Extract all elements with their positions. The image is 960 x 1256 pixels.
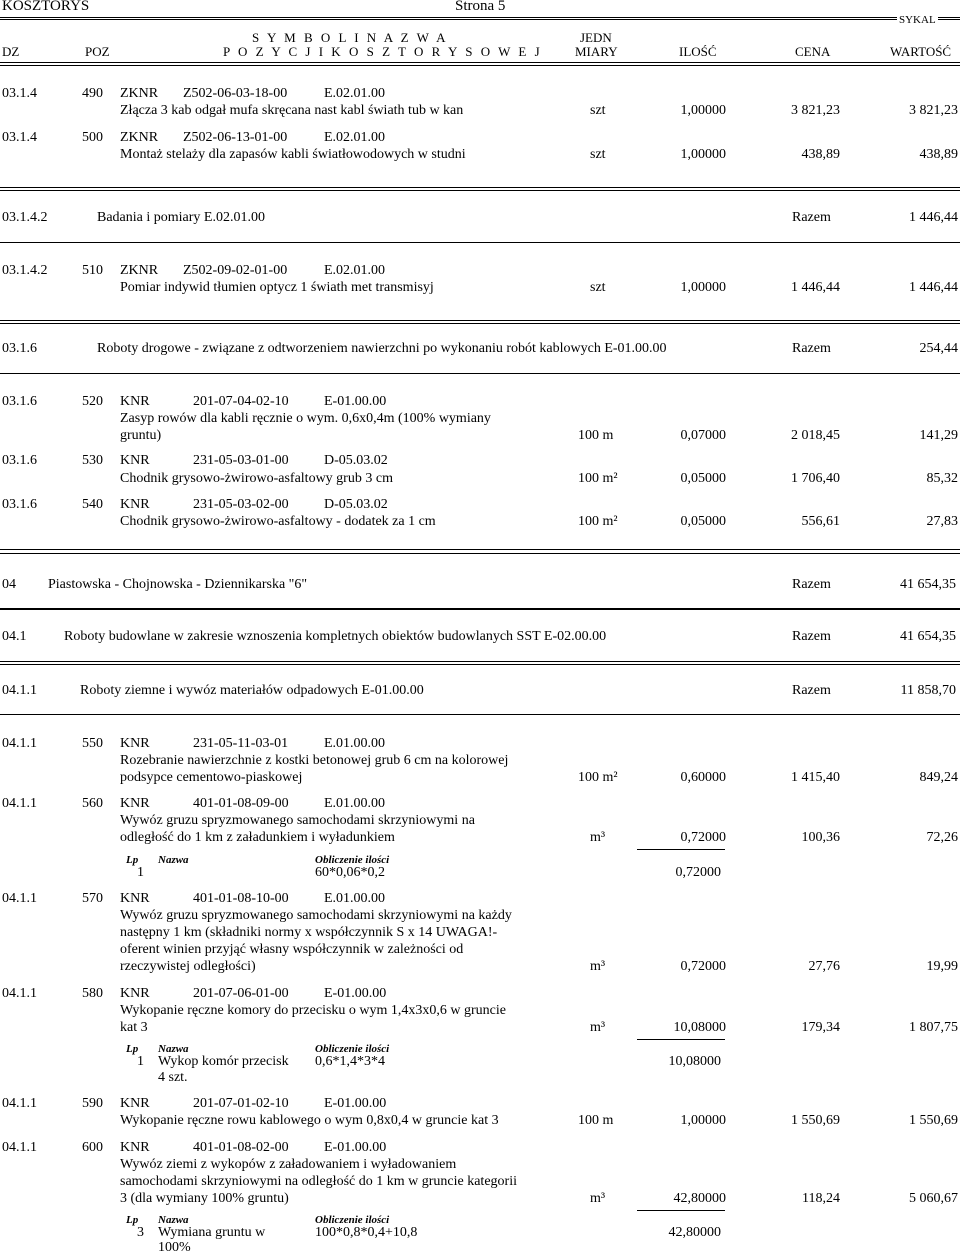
row-type: KNR (120, 394, 150, 409)
header-rule (0, 19, 960, 20)
row-ref: E-01.00.00 (324, 1096, 387, 1111)
row-poz: 550 (82, 736, 103, 751)
row-dz: 04.1.1 (2, 796, 37, 811)
section-dz: 04.1 (2, 629, 27, 644)
row-value: 72,26 (926, 830, 958, 845)
row-code: 201-07-01-02-10 (193, 1096, 289, 1111)
row-type: KNR (120, 891, 150, 906)
row-desc: następny 1 km (składniki normy x współczynnik S x 14 UWAGA!- (120, 925, 498, 940)
row-poz: 510 (82, 263, 103, 278)
section-title: Piastowska - Chojnowska - Dziennikarska "6" (48, 577, 308, 592)
row-ref: E.02.01.00 (324, 263, 386, 278)
row-price: 118,24 (802, 1191, 840, 1206)
row-code: Z502-09-02-01-00 (183, 263, 288, 278)
row-value: 85,32 (926, 471, 958, 486)
section-total: 1 446,44 (909, 210, 958, 225)
row-dz: 03.1.4 (2, 86, 37, 101)
section-total: 41 654,35 (900, 577, 956, 592)
section-rule (0, 320, 960, 324)
row-poz: 560 (82, 796, 103, 811)
row-unit: 100 m (578, 1113, 614, 1128)
row-desc: Wywóz gruzu spryzmowanego samochodami skrzyniowymi na każdy (120, 908, 512, 923)
row-price: 1 550,69 (791, 1113, 840, 1128)
row-code: 201-07-06-01-00 (193, 986, 289, 1001)
row-desc: podsypce cementowo-piaskowej (120, 770, 303, 785)
row-value: 27,83 (926, 514, 958, 529)
row-poz: 520 (82, 394, 103, 409)
row-poz: 590 (82, 1096, 103, 1111)
calc-result: 10,08000 (668, 1054, 721, 1069)
row-code: 401-01-08-09-00 (193, 796, 289, 811)
row-type: ZKNR (120, 263, 159, 278)
row-code: Z502-06-13-01-00 (183, 130, 288, 145)
col-cena: CENA (795, 44, 831, 59)
section-rule (0, 608, 960, 610)
row-ref: E-01.00.00 (324, 394, 387, 409)
section-rule (0, 714, 960, 715)
section-razem-label: Razem (792, 629, 831, 644)
calc-lp-header: Lp (126, 1043, 139, 1055)
row-code: 231-05-03-02-00 (193, 497, 289, 512)
row-type: ZKNR (120, 130, 159, 145)
row-desc: oferent winien przyjąć własny współczynnik w zależności od (120, 942, 464, 957)
calc-result: 42,80000 (668, 1225, 721, 1240)
row-ref: D-05.03.02 (324, 497, 388, 512)
row-dz: 03.1.6 (2, 453, 37, 468)
row-dz: 04.1.1 (2, 1140, 37, 1155)
row-desc: 3 (dla wymiany 100% gruntu) (120, 1191, 289, 1206)
row-value: 849,24 (919, 770, 958, 785)
calc-lp-header: Lp (126, 854, 139, 866)
row-unit: m³ (590, 1020, 606, 1035)
row-type: KNR (120, 453, 150, 468)
section-rule (0, 373, 960, 374)
row-qty: 1,00000 (680, 147, 726, 162)
row-type: KNR (120, 497, 150, 512)
calc-nazwa-header: Nazwa (158, 1043, 189, 1055)
row-desc: rzeczywistej odległości) (120, 959, 256, 974)
row-code: 401-01-08-02-00 (193, 1140, 289, 1155)
section-dz: 04.1.1 (2, 683, 37, 698)
symbol-name-heading: S Y M B O L I N A Z W A (252, 30, 449, 45)
row-poz: 600 (82, 1140, 103, 1155)
calc-formula: 100*0,8*0,4+10,8 (315, 1225, 418, 1240)
row-desc: Zasyp rowów dla kabli ręcznie o wym. 0,6x0,4m (100% wymiany (120, 411, 491, 426)
col-dz: DZ (2, 44, 20, 59)
row-ref: E.01.00.00 (324, 891, 386, 906)
row-ref: E-01.00.00 (324, 1140, 387, 1155)
row-desc: kat 3 (120, 1020, 148, 1035)
section-total: 254,44 (919, 341, 958, 356)
row-type: KNR (120, 796, 150, 811)
row-unit: szt (590, 147, 606, 162)
calc-result: 0,72000 (675, 865, 721, 880)
unit-heading-top: JEDN (580, 30, 612, 45)
row-desc: Wykopanie ręczne rowu kablowego o wym 0,8x0,4 w gruncie kat 3 (120, 1113, 499, 1128)
row-poz: 540 (82, 497, 103, 512)
section-dz: 04 (2, 577, 16, 592)
section-rule (0, 242, 960, 243)
row-price: 179,34 (801, 1020, 840, 1035)
calc-nazwa: 100% (158, 1240, 191, 1255)
row-price: 556,61 (801, 514, 840, 529)
section-rule (0, 549, 960, 554)
row-desc: Rozebranie nawierzchnie z kostki betonowej grub 6 cm na kolorowej (120, 753, 509, 768)
header-top-rule (0, 17, 960, 18)
row-price: 438,89 (801, 147, 840, 162)
row-unit: 100 m² (578, 770, 618, 785)
row-qty: 1,00000 (680, 280, 726, 295)
row-desc: Pomiar indywid tłumien optycz 1 świath met transmisyj (120, 280, 434, 295)
row-qty: 0,72000 (680, 959, 726, 974)
row-type: KNR (120, 986, 150, 1001)
document-title: KOSZTORYS (2, 0, 90, 14)
row-type: KNR (120, 736, 150, 751)
calc-lp: 3 (137, 1225, 144, 1240)
page-number: Strona 5 (455, 0, 506, 14)
row-dz: 04.1.1 (2, 891, 37, 906)
row-unit: szt (590, 103, 606, 118)
row-desc: samochodami skrzyniowymi na odległość do 1 km w gruncie kategorii (120, 1174, 517, 1189)
row-code: 401-01-08-10-00 (193, 891, 289, 906)
section-dz: 03.1.6 (2, 341, 37, 356)
row-price: 3 821,23 (791, 103, 840, 118)
row-desc: gruntu) (120, 428, 162, 443)
row-ref: D-05.03.02 (324, 453, 388, 468)
row-price: 100,36 (801, 830, 840, 845)
row-qty: 0,05000 (680, 514, 726, 529)
row-dz: 03.1.4 (2, 130, 37, 145)
row-dz: 03.1.6 (2, 394, 37, 409)
section-total: 11 858,70 (900, 683, 956, 698)
header-bottom-rule (0, 62, 960, 66)
col-ilosc: ILOŚĆ (679, 44, 717, 59)
row-value: 1 550,69 (909, 1113, 958, 1128)
row-unit: szt (590, 280, 606, 295)
section-title: Roboty drogowe - związane z odtworzeniem nawierzchni po wykonaniu robót kablowych E-01.00.00 (97, 341, 667, 356)
row-code: Z502-06-03-18-00 (183, 86, 288, 101)
row-poz: 490 (82, 86, 103, 101)
row-price: 27,76 (808, 959, 840, 974)
sykal-label: SYKAL (899, 14, 936, 26)
row-unit: m³ (590, 1191, 606, 1206)
section-rule (0, 661, 960, 665)
row-price: 2 018,45 (791, 428, 840, 443)
row-poz: 570 (82, 891, 103, 906)
row-value: 19,99 (926, 959, 958, 974)
row-value: 141,29 (919, 428, 958, 443)
row-type: ZKNR (120, 86, 159, 101)
row-desc: Montaż stelaży dla zapasów kabli światłowodowych w studni (120, 147, 466, 162)
section-razem-label: Razem (792, 577, 831, 592)
row-dz: 03.1.6 (2, 497, 37, 512)
row-poz: 530 (82, 453, 103, 468)
row-dz: 04.1.1 (2, 1096, 37, 1111)
row-qty: 1,00000 (680, 1113, 726, 1128)
calc-obliczenie-header: Obliczenie ilości (315, 854, 390, 866)
row-qty: 0,05000 (680, 471, 726, 486)
row-price: 1 446,44 (791, 280, 840, 295)
row-value: 5 060,67 (909, 1191, 958, 1206)
section-razem-label: Razem (792, 341, 831, 356)
section-dz: 03.1.4.2 (2, 210, 48, 225)
section-razem-label: Razem (792, 210, 831, 225)
section-title: Roboty ziemne i wywóz materiałów odpadowych E-01.00.00 (80, 683, 424, 698)
calc-nazwa-header: Nazwa (158, 854, 189, 866)
qty-underline (637, 1039, 725, 1040)
row-unit: m³ (590, 959, 606, 974)
qty-underline (637, 849, 725, 850)
row-price: 1 706,40 (791, 471, 840, 486)
calc-lp-header: Lp (126, 1214, 139, 1226)
col-miary: MIARY (575, 44, 618, 59)
calc-nazwa: Wymiana gruntu w (158, 1225, 266, 1240)
calc-formula: 0,6*1,4*3*4 (315, 1054, 385, 1069)
row-ref: E.01.00.00 (324, 736, 386, 751)
row-code: 231-05-11-03-01 (193, 736, 289, 751)
row-poz: 500 (82, 130, 103, 145)
row-value: 1 807,75 (909, 1020, 958, 1035)
section-razem-label: Razem (792, 683, 831, 698)
calc-lp: 1 (137, 1054, 144, 1069)
calc-lp: 1 (137, 865, 144, 880)
section-title: Roboty budowlane w zakresie wznoszenia kompletnych obiektów budowlanych SST E-02.00.00 (64, 629, 607, 644)
row-value: 3 821,23 (909, 103, 958, 118)
row-dz: 03.1.4.2 (2, 263, 48, 278)
row-qty: 0,72000 (680, 830, 726, 845)
row-desc: Chodnik grysowo-żwirowo-asfaltowy - dodatek za 1 cm (120, 514, 436, 529)
row-ref: E.01.00.00 (324, 796, 386, 811)
row-price: 1 415,40 (791, 770, 840, 785)
row-qty: 1,00000 (680, 103, 726, 118)
row-value: 438,89 (919, 147, 958, 162)
row-code: 201-07-04-02-10 (193, 394, 289, 409)
calc-obliczenie-header: Obliczenie ilości (315, 1043, 390, 1055)
row-unit: 100 m² (578, 514, 618, 529)
row-desc: Chodnik grysowo-żwirowo-asfaltowy grub 3 cm (120, 471, 393, 486)
row-qty: 0,60000 (680, 770, 726, 785)
calc-formula: 60*0,06*0,2 (315, 865, 385, 880)
calc-nazwa: Wykop komór przecisk (158, 1054, 289, 1069)
row-ref: E.02.01.00 (324, 86, 386, 101)
section-title: Badania i pomiary E.02.01.00 (97, 210, 265, 225)
section-rule (0, 187, 960, 191)
row-unit: 100 m (578, 428, 614, 443)
row-unit: m³ (590, 830, 606, 845)
row-desc: Wykopanie ręczne komory do przecisku o wym 1,4x3x0,6 w gruncie (120, 1003, 506, 1018)
row-unit: 100 m² (578, 471, 618, 486)
row-desc: Złącza 3 kab odgał mufa skręcana nast kabl świath tub w kan (120, 103, 464, 118)
calc-nazwa-header: Nazwa (158, 1214, 189, 1226)
calc-nazwa: 4 szt. (158, 1070, 188, 1085)
row-ref: E.02.01.00 (324, 130, 386, 145)
row-qty: 42,80000 (673, 1191, 726, 1206)
col-pozycji: P O Z Y C J I K O S Z T O R Y S O W E J (223, 44, 543, 59)
row-value: 1 446,44 (909, 280, 958, 295)
row-desc: odległość do 1 km z załadunkiem i wyładunkiem (120, 830, 395, 845)
row-qty: 10,08000 (673, 1020, 726, 1035)
row-desc: Wywóz gruzu spryzmowanego samochodami skrzyniowymi na (120, 813, 475, 828)
row-dz: 04.1.1 (2, 986, 37, 1001)
row-dz: 04.1.1 (2, 736, 37, 751)
row-code: 231-05-03-01-00 (193, 453, 289, 468)
row-desc: Wywóz ziemi z wykopów z załadowaniem i wyładowaniem (120, 1157, 457, 1172)
row-ref: E-01.00.00 (324, 986, 387, 1001)
row-type: KNR (120, 1096, 150, 1111)
qty-underline (637, 1210, 725, 1211)
col-wartosc: WARTOŚĆ (890, 44, 952, 59)
row-type: KNR (120, 1140, 150, 1155)
calc-obliczenie-header: Obliczenie ilości (315, 1214, 390, 1226)
row-qty: 0,07000 (680, 428, 726, 443)
row-poz: 580 (82, 986, 103, 1001)
section-total: 41 654,35 (900, 629, 956, 644)
col-poz: POZ (85, 44, 110, 59)
